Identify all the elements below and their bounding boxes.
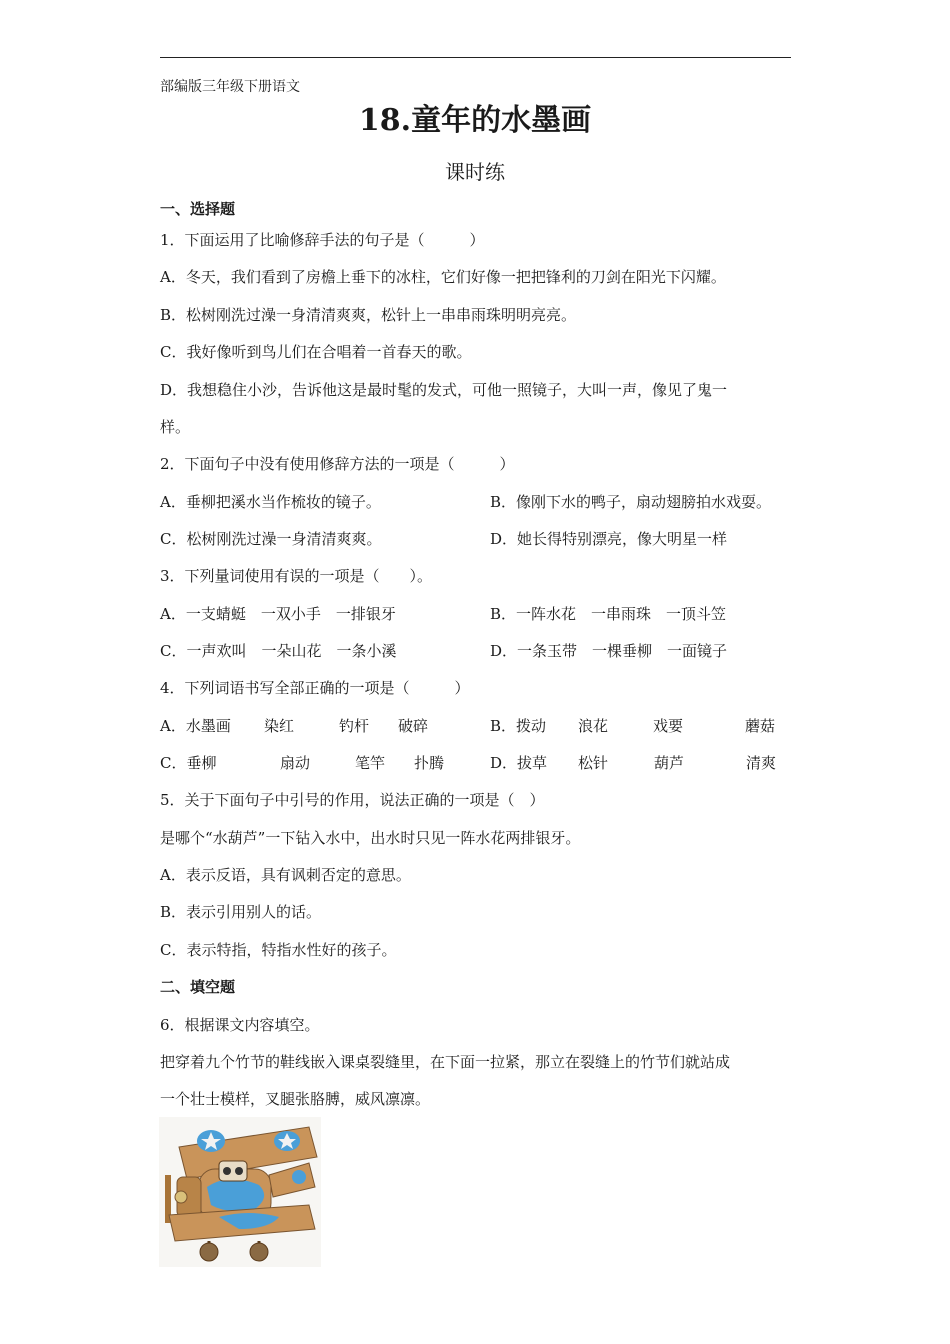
header-rule xyxy=(160,57,791,58)
q3-option-b: B．一阵水花 一串雨珠 一顶斗笠 xyxy=(490,605,727,623)
q5-stem: 5．关于下面句子中引号的作用，说法正确的一项是（ ） xyxy=(160,791,545,809)
q2-option-b: B．像刚下水的鸭子，扇动翅膀拍水戏耍。 xyxy=(490,493,772,511)
section-heading-choice: 一、选择题 xyxy=(160,200,236,218)
airplane-illustration xyxy=(159,1117,321,1267)
q1-stem: 1．下面运用了比喻修辞手法的句子是（ ） xyxy=(160,231,485,249)
q4-option-a-word: 染红 xyxy=(264,717,295,735)
blue-paint xyxy=(207,1179,264,1211)
q6-stem: 6．根据课文内容填空。 xyxy=(160,1016,320,1034)
q4-option-a-word: 钓杆 xyxy=(339,717,370,735)
page-subtitle: 课时练 xyxy=(445,160,505,184)
toy-airplane-image xyxy=(159,1117,321,1267)
q3-option-c: C．一声欢叫 一朵山花 一条小溪 xyxy=(160,642,397,660)
q4-option-b-label: B．拨动 xyxy=(490,717,547,735)
section-heading-fill: 二、填空题 xyxy=(160,978,236,996)
q4-stem: 4．下列词语书写全部正确的一项是（ ） xyxy=(160,679,470,697)
q1-option-d-cont: 样。 xyxy=(160,418,191,436)
q3-stem: 3．下列量词使用有误的一项是（ ）。 xyxy=(160,567,433,585)
q5-sentence: 是哪个“水葫芦”一下钻入水中，出水时只见一阵水花两排银牙。 xyxy=(160,829,581,847)
q5-option-c: C．表示特指，特指水性好的孩子。 xyxy=(160,941,397,959)
q4-option-b-word: 蘑菇 xyxy=(745,717,776,735)
q4-option-d-label: D．拔草 xyxy=(490,754,548,772)
header-text: 部编版三年级下册语文 xyxy=(160,79,300,95)
q1-option-d: D．我想稳住小沙，告诉他这是最时髦的发式，可他一照镜子，大叫一声，像见了鬼一 xyxy=(160,381,728,399)
q4-option-d-word: 松针 xyxy=(578,754,609,772)
q4-option-d-word: 清爽 xyxy=(746,754,777,772)
q4-option-a-label: A．水墨画 xyxy=(160,717,231,735)
q5-option-a: A．表示反语，具有讽刺否定的意思。 xyxy=(160,866,411,884)
q4-option-c-word: 扑腾 xyxy=(414,754,445,772)
q3-option-d: D．一条玉带 一棵垂柳 一面镜子 xyxy=(490,642,728,660)
q5-option-b: B．表示引用别人的话。 xyxy=(160,903,322,921)
q4-option-b-word: 浪花 xyxy=(578,717,609,735)
q2-option-c: C．松树刚洗过澡一身清清爽爽。 xyxy=(160,530,382,548)
q1-option-b: B．松树刚洗过澡一身清清爽爽，松针上一串串雨珠明明亮亮。 xyxy=(160,306,577,324)
q4-option-a-word: 破碎 xyxy=(398,717,429,735)
q1-option-c: C．我好像听到鸟儿们在合唱着一首春天的歌。 xyxy=(160,343,472,361)
q4-option-c-word: 扇动 xyxy=(280,754,311,772)
q4-option-b-word: 戏要 xyxy=(653,717,684,735)
q2-stem: 2．下面句子中没有使用修辞方法的一项是（ ） xyxy=(160,455,515,473)
q6-passage-line: 一个壮士模样，叉腿张胳膊，威风凛凛。 xyxy=(160,1090,431,1108)
q4-option-d-word: 葫芦 xyxy=(654,754,685,772)
q4-option-c-label: C．垂柳 xyxy=(160,754,217,772)
q1-option-a: A．冬天，我们看到了房檐上垂下的冰柱，它们好像一把把锋利的刀剑在阳光下闪耀。 xyxy=(160,268,726,286)
q2-option-d: D．她长得特别漂亮，像大明星一样 xyxy=(490,530,728,548)
q3-option-a: A．一支蜻蜓 一双小手 一排银牙 xyxy=(160,605,396,623)
q6-passage-line: 把穿着九个竹节的鞋线嵌入课桌裂缝里，在下面一拉紧，那立在裂缝上的竹节们就站成 xyxy=(160,1053,731,1071)
q2-option-a: A．垂柳把溪水当作梳妆的镜子。 xyxy=(160,493,381,511)
page-title: 18.童年的水墨画 xyxy=(358,103,592,138)
q4-option-c-word: 笔竿 xyxy=(355,754,386,772)
